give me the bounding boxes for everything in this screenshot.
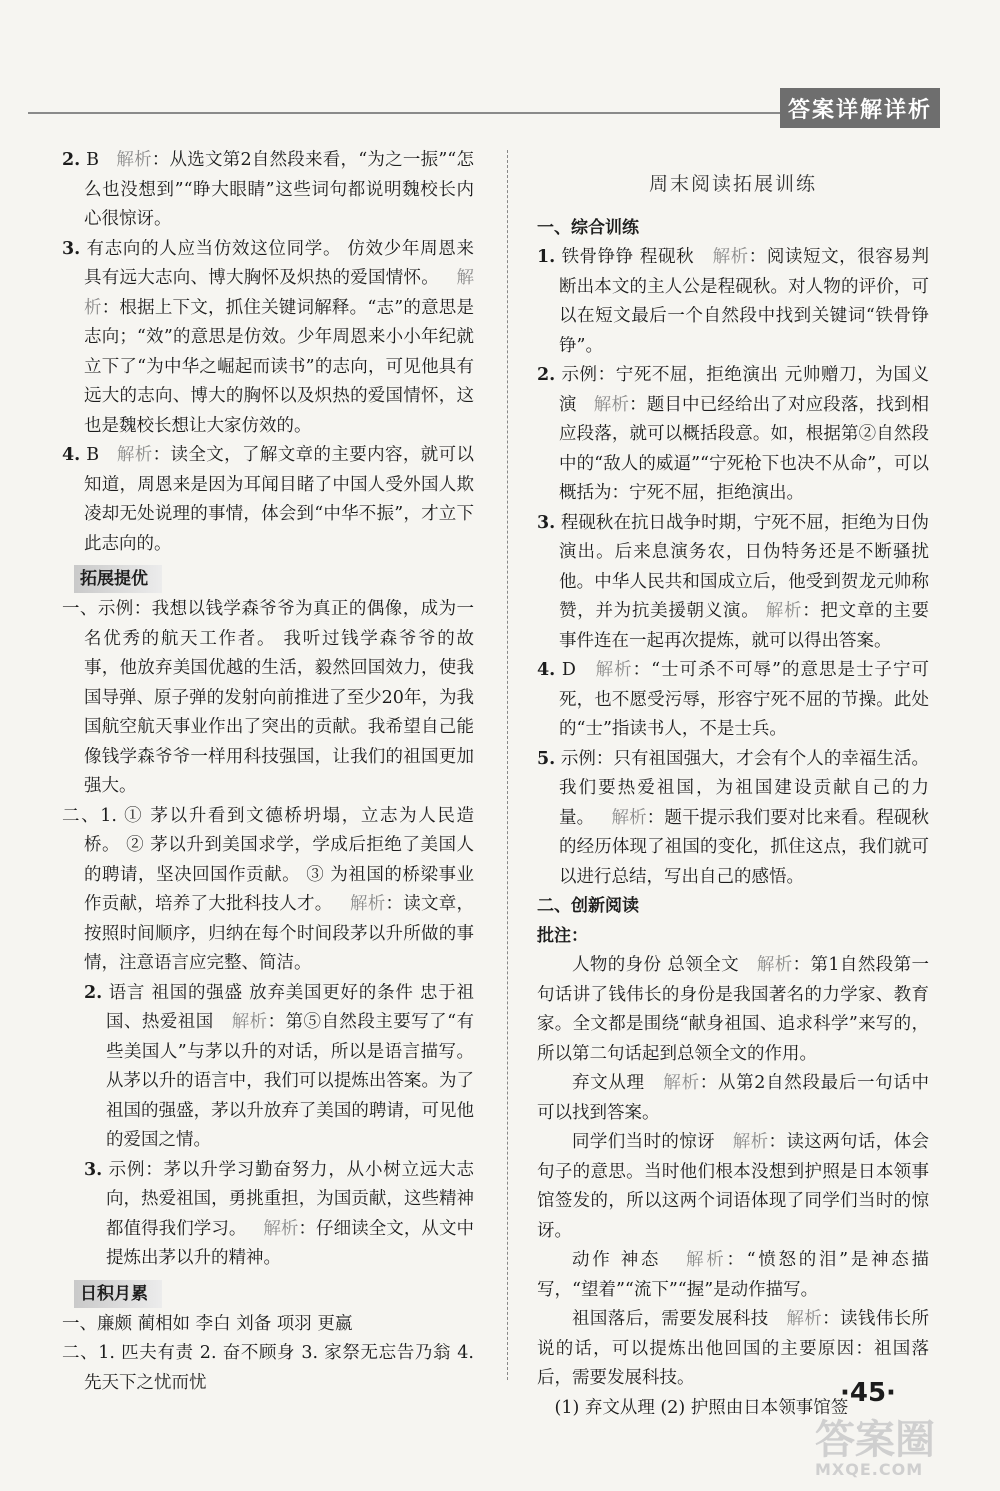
watermark-logo [815,1417,995,1480]
answer-number: 2. [84,982,103,1003]
answer-number: 一、 [62,599,98,619]
answer-text: 示例：只有祖国强大，才会有个人的幸福生活。我们要热爱祖国，为祖国建设贡献自己的力量。 [559,748,929,828]
answer-text: 弃文从理 [572,1073,645,1093]
analysis-label: 解析 [686,1250,727,1270]
answer-text: 示例：茅以升学习勤奋努力，从小树立远大志向，热爱祖国，勇挑重担，为国贡献，这些精神都值得我们学习。 [106,1159,474,1239]
answer-4 [62,441,474,559]
answer-text: B [86,445,100,465]
answer-number: 二、1. [62,805,117,826]
analysis-label: 解析 [786,1309,823,1329]
analysis-label: 解析 [732,1132,769,1152]
analysis-label: 解析 [712,247,749,267]
analysis-text: ：读全文，了解文章的主要内容，就可以知道，周恩来是因为耳闻目睹了中国人受外国人欺凌却无处说理的事情，体会到“中华不振”，才立下此志向的。 [84,445,474,554]
answer-text: 示例：宁死不屈，拒绝演出 元帅赠刀，为国义演 [559,365,929,415]
header-tab: 答案详解详析 [780,88,940,128]
riji-2 [62,1339,474,1398]
answer-2 [62,146,474,235]
answer-number: 3. [62,238,81,259]
answer-number: 1. [537,247,556,267]
tuozhan-2-2 [62,979,474,1156]
answer-text: 同学们当时的惊讶 [572,1132,715,1152]
answer-text: 程砚秋在抗日战争时期，宁死不屈，拒绝为日伪演出。后来息演务农，日伪特务还是不断骚扰他。中华人民共和国成立后，他受到贺龙元帅称赞，并为抗美援朝义演。 [559,512,929,621]
pizhu-1 [537,951,929,1069]
analysis-text: ：根据上下文，抓住关键词解释。“志”的意思是志向；“效”的意思是仿效。少年周恩来小小年纪就立下了“为中华之崛起而读书”的志向，可见他具有远大的志向、博大的胸怀以及炽热的爱国情怀，这也是魏校长想让大家仿效的。 [84,297,474,436]
answer-text: D [561,660,576,680]
section-heading-riji: 日积月累 [74,1280,162,1308]
answer-text: 人物的身份 总领全文 [572,955,739,975]
analysis-text: ：把文章的主要事件连在一起再次提炼，就可以得出答案。 [559,601,930,651]
section-title: 周末阅读拓展训练 [648,173,817,195]
analysis-label: 解析 [595,660,633,680]
analysis-text: ：从第2自然段最后一句话中可以找到答案。 [537,1073,930,1123]
zonghe-1 [537,243,929,361]
zonghe-5 [537,745,929,893]
analysis-label: 解析 [84,268,474,318]
watermark-main: 答案圈 [815,1417,935,1463]
tuozhan-2-1 [62,802,474,979]
right-column [537,146,929,1423]
analysis-text: ：第⑤自然段主要写了“有些美国人”与茅以升的对话，所以是语言描写。从茅以升的语言中，我们可以提炼出答案。为了祖国的强盛，茅以升放弃了美国的聘请，可见他的爱国之情。 [106,1012,474,1150]
answer-number: 4. [62,445,81,465]
answer-3 [62,235,474,442]
analysis-label: 解析 [611,807,647,828]
analysis-label: 解析 [116,150,152,170]
subsection-heading-2: 二、创新阅读 [537,896,639,916]
analysis-label: 解析 [663,1073,700,1093]
analysis-text: ：第1自然段第一句话讲了钱伟长的身份是我国著名的力学家、教育家。全文都是围绕“献身祖国、追求科学”来写的，所以第二句话起到总领全文的作用。 [537,955,929,1064]
pizhu-2 [537,1069,929,1128]
analysis-label: 解析 [593,394,630,415]
zonghe-3 [537,509,929,657]
analysis-label: 解析 [116,445,153,465]
analysis-text: ：读文章，按照时间顺序，归纳在每个时间段茅以升所做的事情，注意语言应完整、简洁。 [84,894,475,973]
answer-text: 祖国落后，需要发展科技 [572,1309,769,1329]
tuozhan-2-3 [62,1156,474,1274]
column-divider [507,150,508,1380]
answer-number: 3. [537,512,556,533]
answer-number: 4. [537,660,556,680]
answer-number: 2. [537,365,556,385]
analysis-text: ：从选文第2自然段来看，“为之一振”“怎么也没想到”“睁大眼睛”这些词句都说明魏校长内心很惊讶。 [84,150,474,229]
answer-text: 语言 祖国的强盛 放弃美国更好的条件 忠于祖国、热爱祖国 [106,982,474,1032]
analysis-text: ：读钱伟长所说的话，可以提炼出他回国的主要原因：祖国落后，需要发展科技。 [537,1309,930,1388]
left-column [62,146,474,1398]
answer-text: 有志向的人应当仿效这位同学。 仿效少年周恩来具有远大志向、博大胸怀及炽热的爱国情怀。 [84,238,474,288]
riji-1 [62,1310,474,1340]
answer-text: (1) 弃文从理 (2) 护照由日本领事馆签 [554,1397,849,1418]
tuozhan-1 [62,595,474,802]
answer-text: 动作 神态 [572,1250,662,1270]
answer-number: 二、 [62,1343,99,1363]
analysis-label: 解析 [349,894,386,914]
answer-number: 3. [84,1159,103,1180]
pizhu-4 [537,1246,929,1305]
subsection-heading-1: 一、综合训练 [537,217,639,238]
watermark-sub: MXQE.COM [815,1460,924,1479]
analysis-text: ：读这两句话，体会句子的意思。当时他们根本没想到护照是日本领事馆签发的，所以这两个词语体现了同学们当时的惊讶。 [537,1132,930,1241]
analysis-text: ：题干提示我们要对比来看。程砚秋的经历体现了祖国的变化，抓住这点，我们就可以进行总结，写出自己的感悟。 [559,807,930,887]
answer-text: B [86,150,99,170]
answer-number: 一、 [62,1313,97,1334]
analysis-text: ：题目中已经给出了对应段落，找到相应段落，就可以概括段意。如，根据第②自然段中的“敌人的威逼”“宁死枪下也决不从命”，可以概括为：宁死不屈，拒绝演出。 [559,394,930,503]
zonghe-2 [537,361,929,509]
answer-text: 示例：我想以钱学森爷爷为真正的偶像，成为一名优秀的航天工作者。 我听过钱学森爷爷的故事，他放弃美国优越的生活，毅然回国效力，使我国导弹、原子弹的发射向前推进了至少20年，为我国航空航天事业作出了突出的贡献。我希望自己能像钱学森爷爷一样用科技强国，让我们的祖国更加强大。 [84,599,475,796]
analysis-label: 解析 [756,955,793,975]
analysis-label: 解析 [231,1012,268,1032]
analysis-text: ：“愤怒的泪”是神态描写，“望着”“流下”“握”是动作描写。 [537,1250,929,1300]
answer-text: 廉颇 蔺相如 李白 刘备 项羽 更嬴 [97,1313,353,1334]
answer-text: 1. 匹夫有责 2. 奋不顾身 3. 家祭无忘告乃翁 4. 先天下之忧而忧 [84,1343,474,1393]
page-number: ·45· [840,1378,896,1408]
answer-number: 5. [537,748,556,769]
analysis-text: ：“士可杀不可辱”的意思是士子宁可死，也不愿受污辱，形容宁死不屈的节操。此处的“士”指读书人，不是士兵。 [559,660,929,739]
answer-number: 2. [62,150,81,170]
header-rule [28,112,780,114]
zonghe-4 [537,656,929,745]
analysis-label: 解析 [263,1218,299,1239]
pizhu-label: 批注： [537,925,588,946]
answer-text: ① 茅以升看到文德桥坍塌，立志为人民造桥。 ② 茅以升到美国求学，学成后拒绝了美国人的聘请，坚决回国作贡献。 ③ 为祖国的桥梁事业作贡献，培养了大批科技人才。 [84,805,474,914]
analysis-text: ：仔细读全文，从文中提炼出茅以升的精神。 [106,1218,475,1268]
analysis-text: ：阅读短文，很容易判断出本文的主人公是程砚秋。对人物的评价，可以在短文最后一个自然段中找到关键词“铁骨铮铮”。 [559,247,929,356]
answer-text: 铁骨铮铮 程砚秋 [561,247,695,267]
pizhu-3 [537,1128,929,1246]
section-heading-tuozhan: 拓展提优 [74,565,162,593]
analysis-label: 解析 [765,601,803,621]
